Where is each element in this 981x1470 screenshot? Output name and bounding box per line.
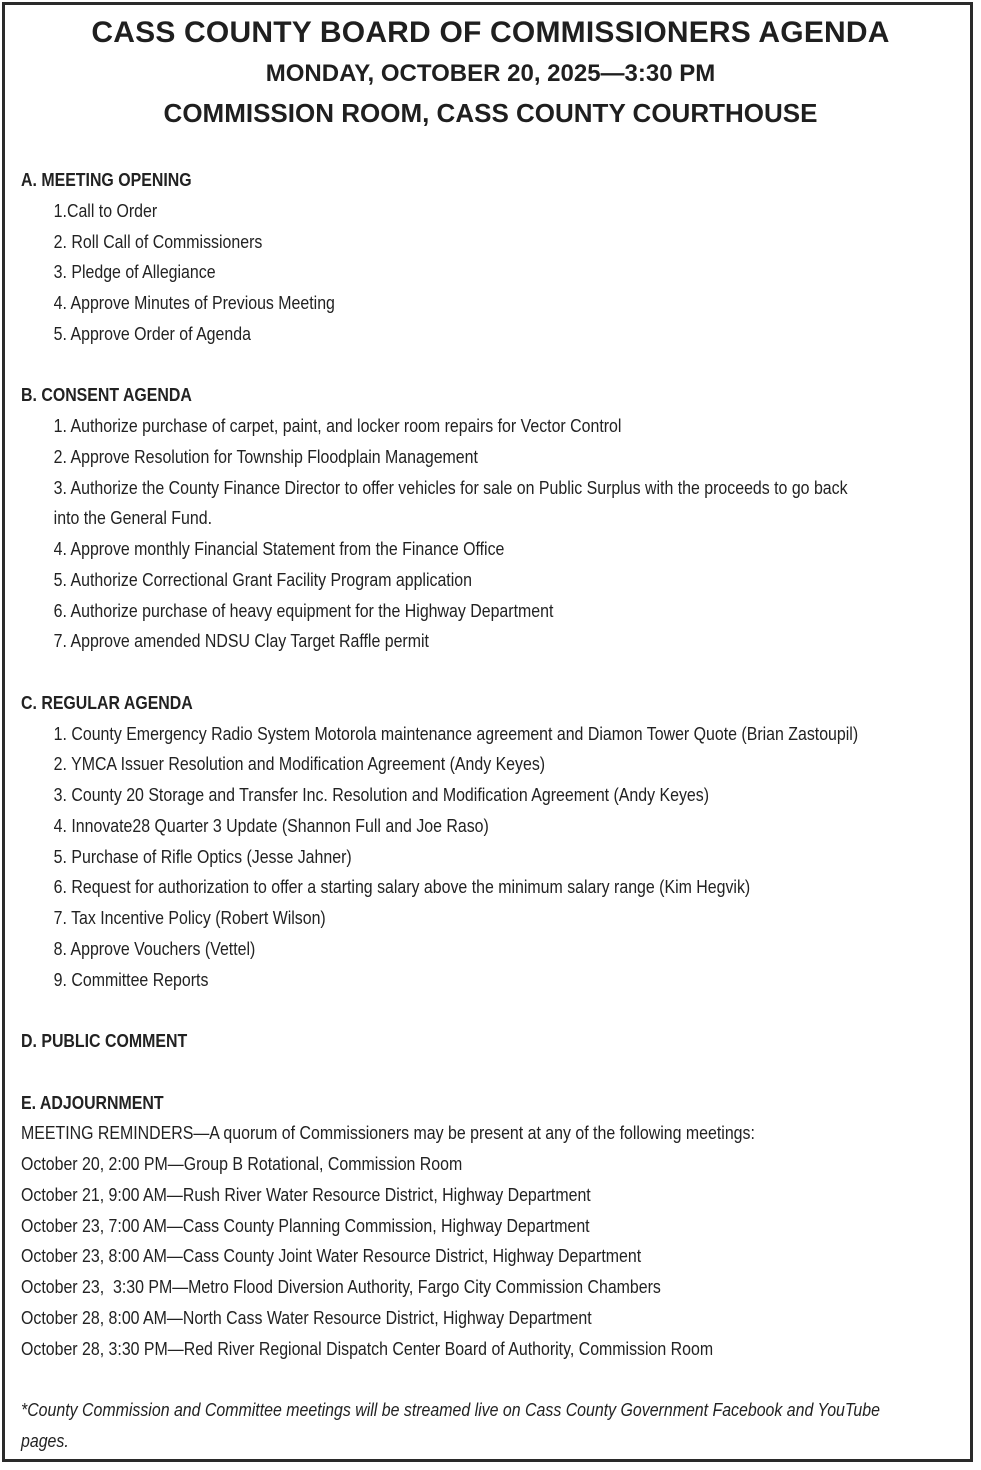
list-item: 9. Committee Reports <box>53 968 209 990</box>
reminder-item: October 20, 2:00 PM—Group B Rotational, Commission Room <box>21 1153 463 1174</box>
reminder-item: October 23, 8:00 AM—Cass County Joint Water Resource District, Highway Department <box>21 1245 642 1267</box>
list-item: 2. Roll Call of Commissioners <box>53 230 263 252</box>
list-item: 4. Innovate28 Quarter 3 Update (Shannon Full and Joe Raso) <box>53 814 489 836</box>
reminder-item: October 23, 3:30 PM—Metro Flood Diversion Authority, Fargo City Commission Chambers <box>21 1276 661 1297</box>
list-item: 8. Approve Vouchers (Vettel) <box>53 937 256 959</box>
footnote-line-2: pages. <box>21 1429 69 1451</box>
list-item: 3. Authorize the County Finance Director to offer vehicles for sale on Public Surplus with the proceeds to go back <box>53 476 848 498</box>
list-item: 1. Authorize purchase of carpet, paint, and locker room repairs for Vector Control <box>53 415 622 436</box>
list-item: 5. Authorize Correctional Grant Facility Program application <box>53 568 472 590</box>
reminder-item: October 21, 9:00 AM—Rush River Water Resource District, Highway Department <box>21 1183 591 1205</box>
list-item: 6. Authorize purchase of heavy equipment for the Highway Department <box>53 599 554 621</box>
list-item: 3. County 20 Storage and Transfer Inc. Resolution and Modification Agreement (Andy Keyes) <box>53 784 710 805</box>
section-a-title: A. MEETING OPENING <box>21 169 192 190</box>
list-item: 2. YMCA Issuer Resolution and Modification Agreement (Andy Keyes) <box>53 753 546 775</box>
list-item: 5. Purchase of Rifle Optics (Jesse Jahner) <box>53 845 352 867</box>
list-item: 7. Approve amended NDSU Clay Target Raffle permit <box>53 630 429 652</box>
section-e-title: E. ADJOURNMENT <box>21 1091 164 1113</box>
list-item: into the General Fund. <box>53 507 213 529</box>
reminder-item: October 28, 3:30 PM—Red River Regional Dispatch Center Board of Authority, Commission Room <box>21 1337 714 1359</box>
section-b-title: B. CONSENT AGENDA <box>21 384 192 406</box>
section-d-title: D. PUBLIC COMMENT <box>21 1030 188 1051</box>
reminder-item: October 28, 8:00 AM—North Cass Water Resource District, Highway Department <box>21 1306 592 1328</box>
list-item: 7. Tax Incentive Policy (Robert Wilson) <box>53 907 326 928</box>
reminders-intro: MEETING REMINDERS—A quorum of Commissioners may be present at any of the following meetings: <box>21 1122 755 1144</box>
meeting-location: COMMISSION ROOM, CASS COUNTY COURTHOUSE <box>163 98 818 128</box>
agenda-body <box>21 165 950 1457</box>
list-item: 4. Approve monthly Financial Statement from the Finance Office <box>53 538 505 559</box>
footnote-line-1: *County Commission and Committee meetings will be streamed live on Cass County Government Facebook and YouTube <box>21 1399 880 1420</box>
meeting-datetime: MONDAY, OCTOBER 20, 2025—3:30 PM <box>265 60 716 87</box>
list-item: 5. Approve Order of Agenda <box>53 322 251 344</box>
list-item: 1. County Emergency Radio System Motorola maintenance agreement and Diamon Tower Quote (Brian Zastoupil) <box>53 722 859 744</box>
list-item: 6. Request for authorization to offer a starting salary above the minimum salary range (Kim Hegvik) <box>53 876 751 898</box>
section-c-title: C. REGULAR AGENDA <box>21 691 193 713</box>
agenda-title: CASS COUNTY BOARD OF COMMISSIONERS AGENDA <box>91 16 890 49</box>
list-item: 4. Approve Minutes of Previous Meeting <box>53 292 335 313</box>
reminder-item: October 23, 7:00 AM—Cass County Planning Commission, Highway Department <box>21 1214 590 1236</box>
list-item: 1.Call to Order <box>53 199 158 221</box>
list-item: 3. Pledge of Allegiance <box>53 261 216 283</box>
list-item: 2. Approve Resolution for Township Floodplain Management <box>53 445 478 467</box>
